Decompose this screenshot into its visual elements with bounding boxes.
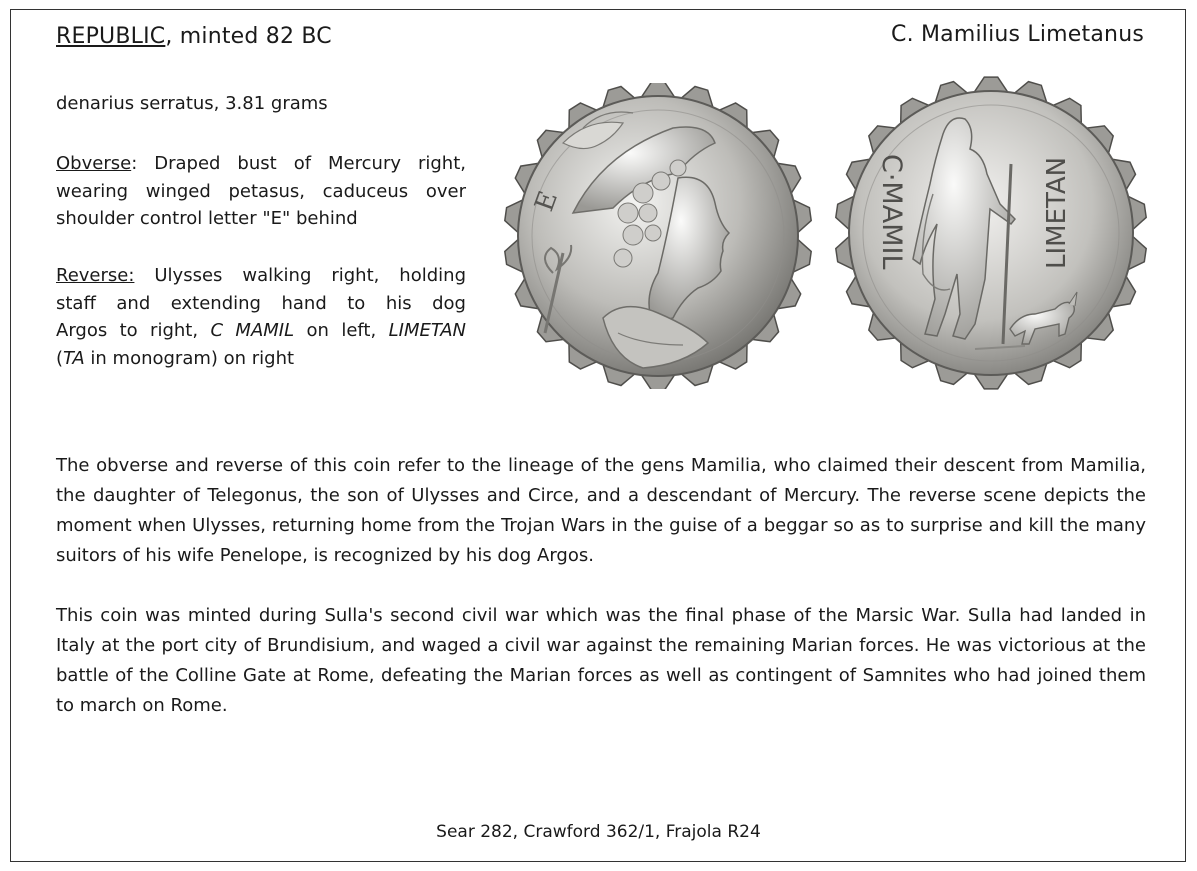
lineage-paragraph: The obverse and reverse of this coin refer to the lineage of the gens Mamilia, who claimed their descent from Mamilia, the daughter of Telegonus, the son of Ulysses and Circe, and a descendant of Mercury. The reverse scene depicts the moment when Ulysses, returning home from the Trojan Wars in the guise of a beggar so as to surprise and kill the many suitors of his wife Penelope, is recognized by his dog Argos. — [56, 455, 1146, 566]
obverse-line-1: Obverse: Draped bust of Mercury right, — [56, 153, 466, 174]
reverse-line-2: staff and extending hand to his dog — [56, 292, 466, 314]
title — [56, 24, 332, 49]
reverse-line-4: (TA in monogram) on right — [56, 347, 295, 369]
denomination: denarius serratus, 3.81 grams — [56, 93, 328, 114]
obverse-line-2: wearing winged petasus, caduceus over — [56, 180, 466, 202]
monogram: TA — [63, 347, 85, 369]
obverse-description — [56, 150, 466, 233]
reverse-line-1: Reverse: Ulysses walking right, holding — [56, 265, 466, 286]
obverse-coin-image — [493, 83, 823, 389]
catalog-reference: Sear 282, Crawford 362/1, Frajola R24 — [436, 822, 761, 842]
reverse-coin-image — [825, 74, 1157, 392]
civil-war-paragraph: This coin was minted during Sulla's second civil war which was the final phase of the Marsic War. Sulla had landed in Italy at the port city of Brundisium, and waged a civil war against the remaining Marian forces. He was victorious at the battle of the Colline Gate at Rome, defeating the Marian forces as well as contingent of Samnites who had joined them to march on Rome. — [56, 605, 1146, 716]
control-letter: E — [529, 187, 565, 216]
paragraph-spacer — [56, 571, 1146, 601]
history-text — [56, 451, 1146, 721]
reverse-label: Reverse: — [56, 265, 135, 286]
period-label: REPUBLIC — [56, 24, 166, 49]
reverse-legend-right: LIMETAN — [1042, 156, 1072, 269]
moneyer-name: C. Mamilius Limetanus — [891, 22, 1144, 47]
legend-right: LIMETAN — [388, 320, 466, 341]
legend-left: C MAMIL — [210, 320, 295, 341]
minted-date: , minted 82 BC — [165, 24, 332, 49]
reverse-description — [56, 262, 466, 372]
obverse-line-3: shoulder control letter "E" behind — [56, 208, 358, 229]
obverse-label: Obverse — [56, 153, 132, 174]
reverse-legend-left: C·MAMIL — [876, 154, 907, 270]
reverse-line-3: Argos to right, C MAMIL on left, LIMETAN — [56, 320, 466, 341]
